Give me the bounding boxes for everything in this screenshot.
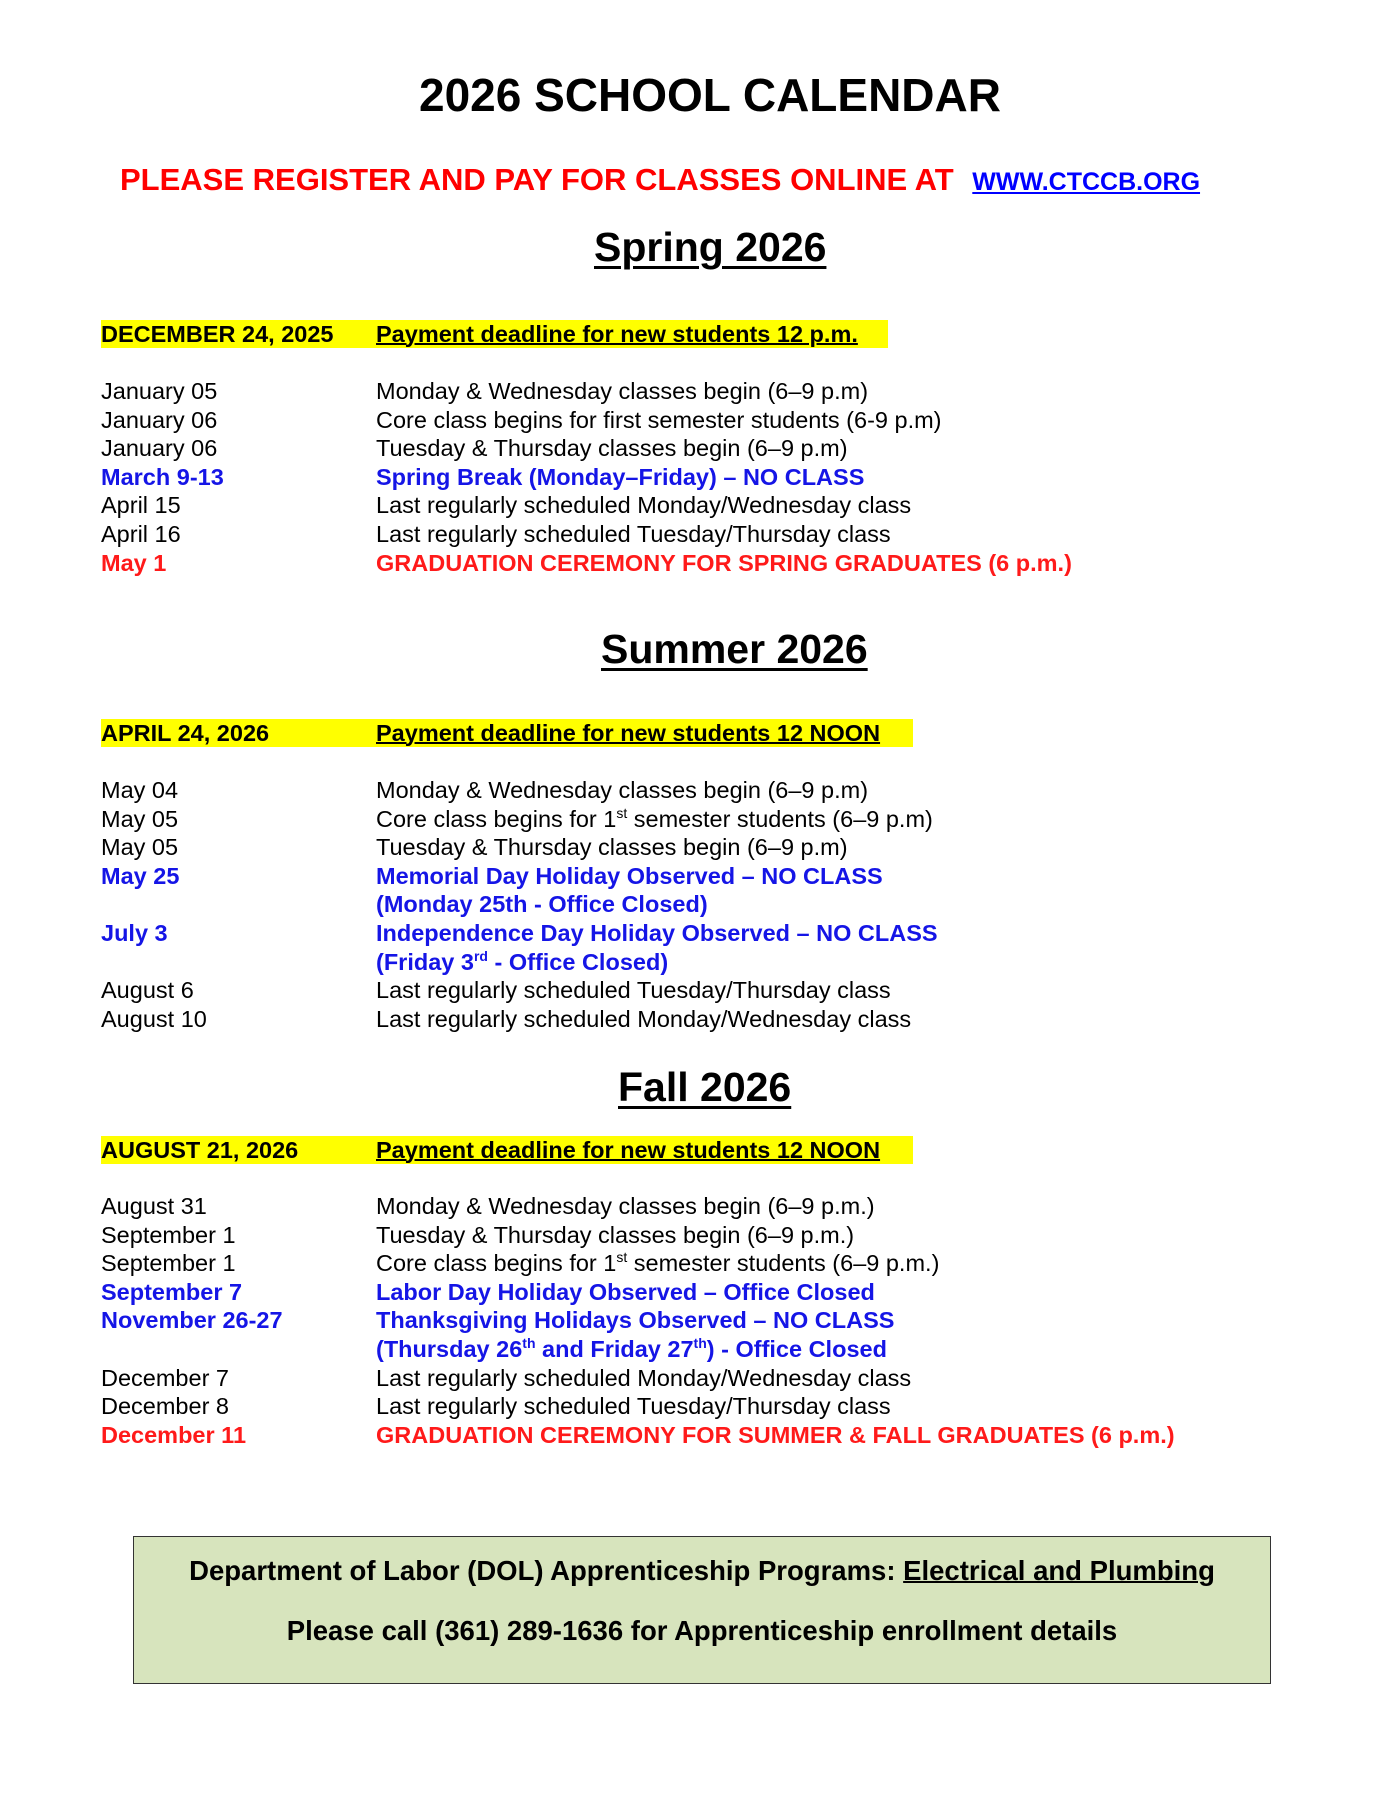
row-text-cont: - Office Closed) (487, 948, 669, 975)
superscript: th (522, 1335, 536, 1352)
row-description (376, 1421, 1175, 1450)
row-description (376, 491, 911, 520)
row-description (376, 377, 868, 406)
row-text: Spring Break (Monday–Friday) – NO CLASS (376, 463, 865, 490)
summer-schedule (101, 776, 938, 1033)
schedule-row (101, 862, 938, 891)
fall-heading: Fall 2026 (618, 1064, 792, 1110)
row-text: Core class begins for 1 (376, 1250, 617, 1277)
row-date: May 05 (101, 834, 179, 861)
website-link[interactable]: WWW.CTCCB.ORG (972, 168, 1201, 196)
row-description (376, 520, 891, 549)
schedule-row (101, 1392, 1175, 1421)
row-text: Independence Day Holiday Observed – NO CLASS (376, 919, 938, 946)
row-date: September 7 (101, 1278, 243, 1305)
row-description (376, 1392, 891, 1421)
row-text: GRADUATION CEREMONY FOR SPRING GRADUATES (6 p.m.) (376, 549, 1072, 576)
dol-programs-link: Electrical and Plumbing (903, 1555, 1215, 1586)
row-date: August 6 (101, 977, 194, 1004)
row-description (376, 862, 883, 891)
row-description (376, 1335, 887, 1364)
row-text: Core class begins for first semester students (6-9 p.m) (376, 406, 942, 433)
register-notice (120, 162, 1200, 198)
row-text-cont: semester students (6–9 p.m.) (627, 1250, 940, 1277)
row-date: December 7 (101, 1364, 229, 1391)
row-description (376, 776, 868, 805)
row-date: April 16 (101, 520, 181, 547)
row-text: Last regularly scheduled Tuesday/Thursday class (376, 977, 891, 1004)
row-date (101, 948, 376, 977)
deadline-text: Payment deadline for new students 12 NOON (376, 1136, 881, 1163)
spring-deadline (101, 320, 888, 348)
dol-apprenticeship-box (133, 1536, 1271, 1684)
row-date: May 1 (101, 549, 167, 576)
schedule-row (101, 1005, 938, 1034)
row-date: January 06 (101, 406, 218, 433)
row-description (376, 549, 1072, 578)
schedule-row (101, 1221, 1175, 1250)
row-text: (Friday 3 (376, 948, 474, 975)
row-date: August 10 (101, 1005, 207, 1032)
schedule-row (101, 805, 938, 834)
superscript: st (616, 1249, 628, 1266)
row-date (101, 890, 376, 919)
row-description (376, 976, 891, 1005)
row-description (376, 406, 942, 435)
schedule-row (101, 948, 938, 977)
schedule-row (101, 463, 1072, 492)
schedule-row (101, 491, 1072, 520)
row-text: Last regularly scheduled Monday/Wednesday class (376, 1005, 912, 1032)
row-text-cont: ) - Office Closed (706, 1335, 887, 1362)
row-description (376, 890, 708, 919)
page-title: 2026 SCHOOL CALENDAR (419, 69, 1001, 121)
schedule-row (101, 1249, 1175, 1278)
schedule-row (101, 1364, 1175, 1393)
schedule-row (101, 1306, 1175, 1335)
dol-line2: Please call (361) 289-1636 for Apprenticeship enrollment details (286, 1615, 1118, 1646)
schedule-row (101, 406, 1072, 435)
fall-schedule (101, 1192, 1175, 1449)
dol-programs-label: Department of Labor (DOL) Apprenticeship Programs: (189, 1555, 896, 1586)
row-text: Thanksgiving Holidays Observed – NO CLASS (376, 1307, 895, 1334)
row-text-cont: and Friday 27 (535, 1335, 694, 1362)
schedule-row (101, 919, 938, 948)
superscript: rd (473, 947, 488, 964)
row-date: September 1 (101, 1250, 236, 1277)
row-description (376, 805, 933, 834)
row-text: Last regularly scheduled Tuesday/Thursday class (376, 1393, 891, 1420)
row-description (376, 1278, 875, 1307)
row-text: Monday & Wednesday classes begin (6–9 p.m) (376, 378, 869, 404)
superscript: th (693, 1335, 707, 1352)
row-date: March 9-13 (101, 463, 224, 490)
spring-heading: Spring 2026 (594, 224, 827, 270)
row-date: September 1 (101, 1221, 236, 1248)
row-text: GRADUATION CEREMONY FOR SUMMER & FALL GRADUATES (6 p.m.) (376, 1421, 1175, 1448)
row-description (376, 1249, 939, 1278)
row-text-cont: semester students (6–9 p.m) (627, 805, 933, 832)
row-date: May 04 (101, 777, 179, 803)
row-text: Last regularly scheduled Monday/Wednesday class (376, 492, 912, 519)
schedule-row (101, 1421, 1175, 1450)
dol-line1 (134, 1555, 1270, 1587)
row-date: November 26-27 (101, 1307, 283, 1334)
row-date: January 06 (101, 435, 218, 462)
row-date: August 31 (101, 1193, 207, 1219)
schedule-row (101, 776, 938, 805)
row-description (376, 1306, 894, 1335)
row-date: May 25 (101, 862, 180, 889)
summer-heading: Summer 2026 (601, 626, 868, 672)
summer-deadline (101, 719, 913, 747)
row-date: July 3 (101, 919, 168, 946)
spring-schedule (101, 377, 1072, 577)
schedule-row (101, 890, 938, 919)
row-text: Tuesday & Thursday classes begin (6–9 p.m) (376, 435, 848, 462)
row-date: January 05 (101, 378, 218, 404)
schedule-row (101, 377, 1072, 406)
row-description (376, 1221, 854, 1250)
schedule-row (101, 1335, 1175, 1364)
row-description (376, 919, 938, 948)
schedule-row (101, 1192, 1175, 1221)
row-text: Labor Day Holiday Observed – Office Closed (376, 1278, 875, 1305)
deadline-date: AUGUST 21, 2026 (101, 1136, 299, 1163)
deadline-text: Payment deadline for new students 12 NOON (376, 719, 881, 746)
row-description (376, 948, 668, 977)
fall-deadline (101, 1136, 913, 1164)
row-date: April 15 (101, 492, 181, 519)
row-text: Monday & Wednesday classes begin (6–9 p.m.) (376, 1193, 875, 1219)
row-description (376, 1192, 875, 1221)
row-description (376, 434, 848, 463)
row-description (376, 1005, 911, 1034)
schedule-row (101, 549, 1072, 578)
row-date: December 11 (101, 1421, 247, 1448)
row-text: (Thursday 26 (376, 1335, 523, 1362)
row-text: Core class begins for 1 (376, 805, 617, 832)
row-text: Tuesday & Thursday classes begin (6–9 p.m.) (376, 1221, 855, 1248)
row-text: (Monday 25th - Office Closed) (376, 891, 708, 918)
superscript: st (616, 804, 628, 821)
row-description (376, 833, 848, 862)
schedule-row (101, 976, 938, 1005)
row-text: Last regularly scheduled Tuesday/Thursday class (376, 520, 891, 547)
register-text: PLEASE REGISTER AND PAY FOR CLASSES ONLINE AT (120, 162, 954, 197)
deadline-text: Payment deadline for new students 12 p.m. (376, 320, 858, 347)
row-text: Monday & Wednesday classes begin (6–9 p.m) (376, 777, 869, 803)
deadline-date: APRIL 24, 2026 (101, 719, 270, 746)
row-text: Last regularly scheduled Monday/Wednesday class (376, 1364, 912, 1391)
row-date: May 05 (101, 805, 179, 832)
schedule-row (101, 434, 1072, 463)
row-text: Tuesday & Thursday classes begin (6–9 p.m) (376, 834, 848, 861)
deadline-date: DECEMBER 24, 2025 (101, 320, 334, 347)
schedule-row (101, 1278, 1175, 1307)
row-date: December 8 (101, 1393, 229, 1420)
row-description (376, 1364, 911, 1393)
row-text: Memorial Day Holiday Observed – NO CLASS (376, 862, 883, 889)
schedule-row (101, 520, 1072, 549)
row-description (376, 463, 864, 492)
row-date (101, 1335, 376, 1364)
schedule-row (101, 833, 938, 862)
